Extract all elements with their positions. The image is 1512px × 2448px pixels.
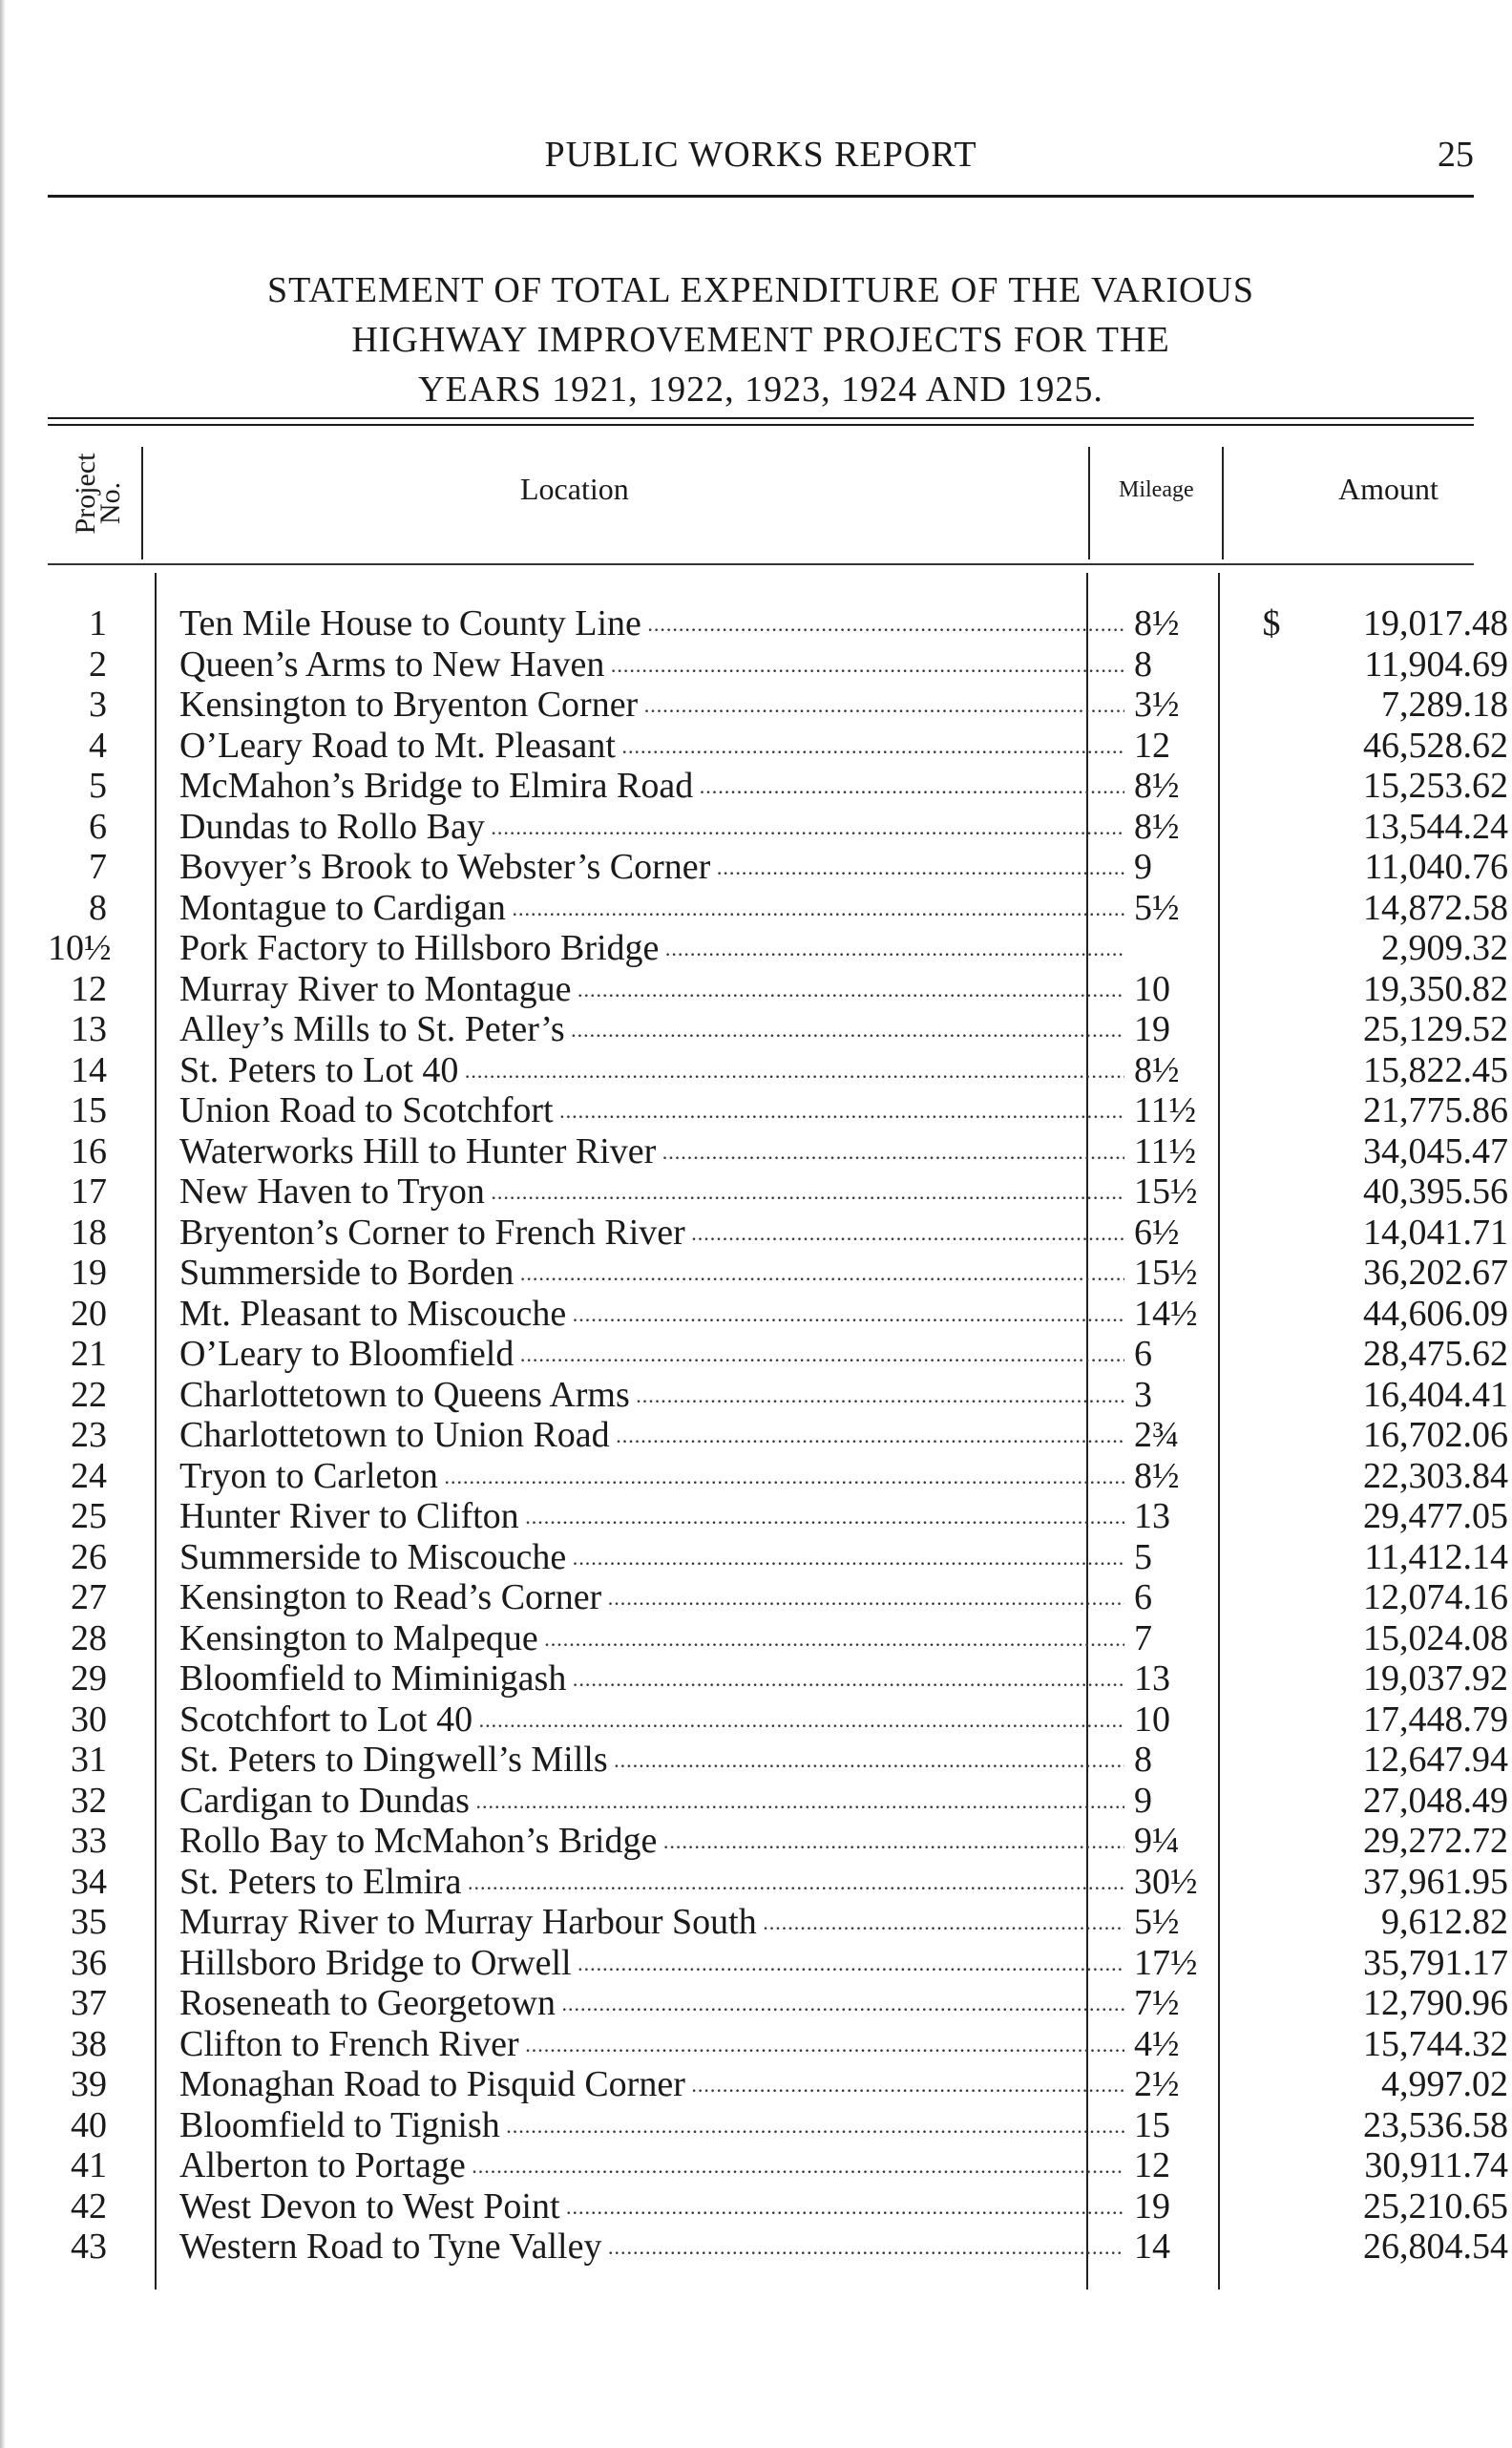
running-title: PUBLIC WORKS REPORT bbox=[544, 135, 977, 175]
mileage: 13 bbox=[1134, 1496, 1170, 1536]
project-number: 39 bbox=[71, 2064, 107, 2104]
project-number: 23 bbox=[71, 1415, 107, 1455]
location: Cardigan to Dundas ..... bbox=[179, 1781, 1124, 1823]
project-number: 21 bbox=[71, 1334, 107, 1374]
location: Clifton to French River ..... bbox=[179, 2024, 1124, 2066]
amount: 2,909.32 bbox=[1381, 928, 1508, 968]
location: O’Leary Road to Mt. Pleasant ..... bbox=[179, 726, 1124, 768]
header-mileage: Mileage bbox=[1119, 477, 1194, 502]
mileage: 13 bbox=[1134, 1658, 1170, 1699]
header-amount: Amount bbox=[1338, 472, 1438, 506]
header-no: No. bbox=[94, 481, 126, 525]
amount: 12,074.16 bbox=[1363, 1577, 1508, 1617]
amount: 12,790.96 bbox=[1363, 1983, 1508, 2023]
project-number: 4 bbox=[89, 725, 107, 766]
table-row bbox=[48, 1171, 1508, 1213]
mileage: 5½ bbox=[1134, 887, 1180, 928]
amount: 15,744.32 bbox=[1363, 2023, 1508, 2064]
mileage: 19 bbox=[1134, 1009, 1170, 1049]
amount: 30,911.74 bbox=[1364, 2145, 1508, 2185]
location: McMahon’s Bridge to Elmira Road ..... bbox=[179, 766, 1124, 808]
location: Western Road to Tyne Valley ..... bbox=[179, 2226, 1124, 2269]
table-top-rule bbox=[48, 417, 1474, 419]
table-row bbox=[48, 1455, 1508, 1497]
location: Summerside to Miscouche ..... bbox=[179, 1537, 1124, 1579]
amount: 34,045.47 bbox=[1363, 1130, 1508, 1171]
project-number: 42 bbox=[71, 2185, 107, 2226]
table-row bbox=[48, 1496, 1508, 1537]
table-row bbox=[48, 2064, 1508, 2105]
location: Summerside to Borden ..... bbox=[179, 1253, 1124, 1295]
project-number: 13 bbox=[71, 1009, 107, 1049]
amount: 15,253.62 bbox=[1363, 766, 1508, 806]
table-row bbox=[48, 1942, 1508, 1984]
statement-title-line-3: YEARS 1921, 1922, 1923, 1924 AND 1925. bbox=[418, 369, 1103, 410]
location: Charlottetown to Union Road ..... bbox=[179, 1415, 1124, 1457]
table-row bbox=[48, 685, 1508, 726]
mileage: 19 bbox=[1134, 2185, 1170, 2226]
amount: 19,037.92 bbox=[1363, 1658, 1508, 1699]
location: Pork Factory to Hillsboro Bridge ..... bbox=[179, 928, 1124, 970]
location: Kensington to Bryenton Corner ..... bbox=[179, 685, 1124, 727]
table-row bbox=[48, 2145, 1508, 2186]
table-row bbox=[48, 1821, 1508, 1862]
project-number: 14 bbox=[71, 1049, 107, 1090]
mileage: 8½ bbox=[1134, 1049, 1180, 1090]
location: Montague to Cardigan ..... bbox=[179, 888, 1124, 930]
mileage: 30½ bbox=[1134, 1861, 1198, 1902]
location: Hunter River to Clifton ..... bbox=[179, 1496, 1124, 1538]
project-number: 1 bbox=[89, 603, 107, 644]
location: Kensington to Malpeque ..... bbox=[179, 1618, 1124, 1660]
mileage: 2¾ bbox=[1134, 1415, 1180, 1455]
mileage: 11½ bbox=[1134, 1090, 1197, 1130]
project-number: 19 bbox=[71, 1253, 107, 1293]
mileage: 12 bbox=[1134, 725, 1170, 766]
amount: 17,448.79 bbox=[1363, 1699, 1508, 1740]
mileage: 8½ bbox=[1134, 603, 1180, 644]
amount: 11,904.69 bbox=[1364, 644, 1508, 685]
location: Bloomfield to Miminigash ..... bbox=[179, 1658, 1124, 1700]
location: Scotchfort to Lot 40 ..... bbox=[179, 1699, 1124, 1741]
location: St. Peters to Lot 40 ..... bbox=[179, 1050, 1124, 1092]
location: Roseneath to Georgetown ..... bbox=[179, 1983, 1124, 2025]
table-row bbox=[48, 1212, 1508, 1254]
location: West Devon to West Point ..... bbox=[179, 2186, 1124, 2228]
table-row bbox=[48, 2023, 1508, 2065]
amount: 36,202.67 bbox=[1363, 1253, 1508, 1293]
mileage: 6 bbox=[1134, 1334, 1152, 1374]
amount: 19,017.48 bbox=[1363, 603, 1508, 644]
mileage: 6½ bbox=[1134, 1212, 1180, 1253]
mileage: 10 bbox=[1134, 1699, 1170, 1740]
mileage: 2½ bbox=[1134, 2064, 1180, 2104]
mileage: 8 bbox=[1134, 644, 1152, 685]
amount: 22,303.84 bbox=[1363, 1455, 1508, 1496]
project-number: 7 bbox=[89, 847, 107, 887]
table-row bbox=[48, 1009, 1508, 1050]
project-number: 40 bbox=[71, 2104, 107, 2145]
amount: 11,412.14 bbox=[1364, 1536, 1508, 1577]
project-number: 10½ bbox=[48, 928, 112, 968]
project-number: 25 bbox=[71, 1496, 107, 1536]
amount: 15,822.45 bbox=[1363, 1049, 1508, 1090]
expenditure-table-body bbox=[48, 603, 1508, 2268]
mileage: 9 bbox=[1134, 1780, 1152, 1821]
project-number: 32 bbox=[71, 1780, 107, 1821]
location: Queen’s Arms to New Haven ..... bbox=[179, 644, 1124, 686]
project-number: 30 bbox=[71, 1699, 107, 1740]
amount: 44,606.09 bbox=[1363, 1293, 1508, 1334]
table-row bbox=[48, 1780, 1508, 1822]
table-row bbox=[48, 1902, 1508, 1943]
location: St. Peters to Dingwell’s Mills ..... bbox=[179, 1740, 1124, 1782]
table-row bbox=[48, 1577, 1508, 1618]
project-number: 15 bbox=[71, 1090, 107, 1130]
location: Charlottetown to Queens Arms ..... bbox=[179, 1375, 1124, 1417]
location: Murray River to Murray Harbour South ..... bbox=[179, 1902, 1124, 1944]
project-number: 36 bbox=[71, 1942, 107, 1983]
amount: 14,872.58 bbox=[1363, 887, 1508, 928]
mileage: 8 bbox=[1134, 1740, 1152, 1780]
mileage: 7½ bbox=[1134, 1983, 1180, 2023]
mileage: 17½ bbox=[1134, 1942, 1198, 1983]
location: New Haven to Tryon ..... bbox=[179, 1171, 1124, 1213]
mileage: 8½ bbox=[1134, 806, 1180, 847]
amount: 15,024.08 bbox=[1363, 1617, 1508, 1658]
amount: 12,647.94 bbox=[1363, 1740, 1508, 1780]
location: St. Peters to Elmira ..... bbox=[179, 1862, 1124, 1904]
mileage: 5 bbox=[1134, 1536, 1152, 1577]
table-row bbox=[48, 644, 1508, 686]
project-number: 24 bbox=[71, 1455, 107, 1496]
statement-title-line-1: STATEMENT OF TOTAL EXPENDITURE OF THE VARIOUS bbox=[266, 270, 1255, 310]
project-number: 43 bbox=[71, 2226, 107, 2267]
table-row bbox=[48, 1374, 1508, 1416]
table-row bbox=[48, 887, 1508, 929]
mileage: 5½ bbox=[1134, 1902, 1180, 1942]
statement-title bbox=[76, 265, 1445, 414]
col-divider-location-header bbox=[1088, 447, 1090, 559]
mileage: 8½ bbox=[1134, 766, 1180, 806]
statement-title-line-2: HIGHWAY IMPROVEMENT PROJECTS FOR THE bbox=[351, 320, 1170, 360]
amount: 25,129.52 bbox=[1363, 1009, 1508, 1049]
location: Kensington to Read’s Corner ..... bbox=[179, 1577, 1124, 1619]
table-row bbox=[48, 1740, 1508, 1781]
amount: 37,961.95 bbox=[1363, 1861, 1508, 1902]
table-row bbox=[48, 1536, 1508, 1578]
project-number: 38 bbox=[71, 2023, 107, 2064]
amount: 4,997.02 bbox=[1381, 2064, 1508, 2104]
location: Alberton to Portage ..... bbox=[179, 2145, 1124, 2187]
location: Murray River to Montague ..... bbox=[179, 969, 1124, 1011]
table-row bbox=[48, 1130, 1508, 1172]
amount: 28,475.62 bbox=[1363, 1334, 1508, 1374]
mileage: 14 bbox=[1134, 2226, 1170, 2267]
mileage: 6 bbox=[1134, 1577, 1152, 1617]
amount: 19,350.82 bbox=[1363, 968, 1508, 1009]
table-row bbox=[48, 1415, 1508, 1456]
amount: 16,702.06 bbox=[1363, 1415, 1508, 1455]
currency-symbol: $ bbox=[1262, 603, 1281, 644]
project-number: 17 bbox=[71, 1171, 107, 1212]
table-row bbox=[48, 1861, 1508, 1903]
project-number: 31 bbox=[71, 1740, 107, 1780]
table-row bbox=[48, 766, 1508, 807]
project-number: 22 bbox=[71, 1374, 107, 1415]
table-row bbox=[48, 1090, 1508, 1131]
table-row bbox=[48, 1293, 1508, 1335]
amount: 14,041.71 bbox=[1363, 1212, 1508, 1253]
table-row bbox=[48, 725, 1508, 767]
table-row bbox=[48, 1983, 1508, 2024]
project-number: 33 bbox=[71, 1821, 107, 1861]
mileage: 12 bbox=[1134, 2145, 1170, 2185]
running-head bbox=[48, 134, 1474, 181]
project-number: 6 bbox=[89, 806, 107, 847]
table-row bbox=[48, 2226, 1508, 2268]
location: Tryon to Carleton ..... bbox=[179, 1456, 1124, 1498]
table-row bbox=[48, 1049, 1508, 1091]
table-row bbox=[48, 1617, 1508, 1659]
project-number: 28 bbox=[71, 1617, 107, 1658]
project-number: 12 bbox=[71, 968, 107, 1009]
amount: 21,775.86 bbox=[1363, 1090, 1508, 1130]
mileage: 14½ bbox=[1134, 1293, 1198, 1334]
amount: 40,395.56 bbox=[1363, 1171, 1508, 1212]
mileage: 4½ bbox=[1134, 2023, 1180, 2064]
project-number: 41 bbox=[71, 2145, 107, 2185]
mileage: 10 bbox=[1134, 968, 1170, 1009]
mileage: 9 bbox=[1134, 847, 1152, 887]
table-top-rule-inner bbox=[48, 424, 1474, 426]
mileage: 9¼ bbox=[1134, 1821, 1180, 1861]
table-row bbox=[48, 2104, 1508, 2146]
amount: 29,272.72 bbox=[1363, 1821, 1508, 1861]
table-row bbox=[48, 968, 1508, 1010]
amount: 11,040.76 bbox=[1364, 847, 1508, 887]
table-header-rule bbox=[48, 563, 1474, 565]
mileage: 11½ bbox=[1134, 1130, 1197, 1171]
amount: 25,210.65 bbox=[1363, 2185, 1508, 2226]
location: Ten Mile House to County Line ..... bbox=[179, 603, 1124, 645]
page-number: 25 bbox=[1438, 135, 1474, 175]
table-row bbox=[48, 1334, 1508, 1375]
project-number: 34 bbox=[71, 1861, 107, 1902]
table-row bbox=[48, 1658, 1508, 1699]
project-number: 35 bbox=[71, 1902, 107, 1942]
project-number: 37 bbox=[71, 1983, 107, 2023]
location: Mt. Pleasant to Miscouche ..... bbox=[179, 1294, 1124, 1336]
mileage: 8½ bbox=[1134, 1455, 1180, 1496]
col-divider-mileage-header bbox=[1222, 447, 1224, 559]
amount: 16,404.41 bbox=[1363, 1374, 1508, 1415]
project-number: 8 bbox=[89, 887, 107, 928]
location: Bryenton’s Corner to French River ..... bbox=[179, 1213, 1124, 1255]
location: Rollo Bay to McMahon’s Bridge ..... bbox=[179, 1821, 1124, 1863]
header-project: Project bbox=[70, 453, 101, 535]
table-row bbox=[48, 1699, 1508, 1741]
project-number: 18 bbox=[71, 1212, 107, 1253]
mileage: 3 bbox=[1134, 1374, 1152, 1415]
project-number: 26 bbox=[71, 1536, 107, 1577]
project-number: 5 bbox=[89, 766, 107, 806]
table-row bbox=[48, 2185, 1508, 2227]
amount: 27,048.49 bbox=[1363, 1780, 1508, 1821]
table-row bbox=[48, 847, 1508, 888]
amount: 9,612.82 bbox=[1381, 1902, 1508, 1942]
col-divider-project-header bbox=[141, 447, 143, 559]
mileage: 3½ bbox=[1134, 685, 1180, 725]
amount: 29,477.05 bbox=[1363, 1496, 1508, 1536]
table-row bbox=[48, 806, 1508, 848]
amount: 26,804.54 bbox=[1363, 2226, 1508, 2267]
location: Waterworks Hill to Hunter River ..... bbox=[179, 1131, 1124, 1173]
mileage: 7 bbox=[1134, 1617, 1152, 1658]
project-number: 20 bbox=[71, 1293, 107, 1334]
location: Dundas to Rollo Bay ..... bbox=[179, 807, 1124, 849]
amount: 23,536.58 bbox=[1363, 2104, 1508, 2145]
project-number: 27 bbox=[71, 1577, 107, 1617]
scan-edge-shadow bbox=[0, 0, 6, 2448]
project-number: 3 bbox=[89, 685, 107, 725]
amount: 13,544.24 bbox=[1363, 806, 1508, 847]
mileage: 15½ bbox=[1134, 1253, 1198, 1293]
location: Bovyer’s Brook to Webster’s Corner ..... bbox=[179, 847, 1124, 889]
mileage: 15½ bbox=[1134, 1171, 1198, 1212]
table-row bbox=[48, 928, 1508, 969]
location: Union Road to Scotchfort ..... bbox=[179, 1090, 1124, 1132]
location: Monaghan Road to Pisquid Corner ..... bbox=[179, 2064, 1124, 2106]
location: Hillsboro Bridge to Orwell ..... bbox=[179, 1943, 1124, 1985]
amount: 46,528.62 bbox=[1363, 725, 1508, 766]
table-row bbox=[48, 1253, 1508, 1294]
project-number: 29 bbox=[71, 1658, 107, 1699]
header-location: Location bbox=[520, 472, 629, 506]
project-number: 2 bbox=[89, 644, 107, 685]
header-rule bbox=[48, 195, 1474, 198]
amount: 7,289.18 bbox=[1381, 685, 1508, 725]
location: Bloomfield to Tignish ..... bbox=[179, 2105, 1124, 2147]
location: O’Leary to Bloomfield ..... bbox=[179, 1334, 1124, 1376]
location: Alley’s Mills to St. Peter’s ..... bbox=[179, 1009, 1124, 1051]
amount: 35,791.17 bbox=[1363, 1942, 1508, 1983]
mileage: 15 bbox=[1134, 2104, 1170, 2145]
project-number: 16 bbox=[71, 1130, 107, 1171]
